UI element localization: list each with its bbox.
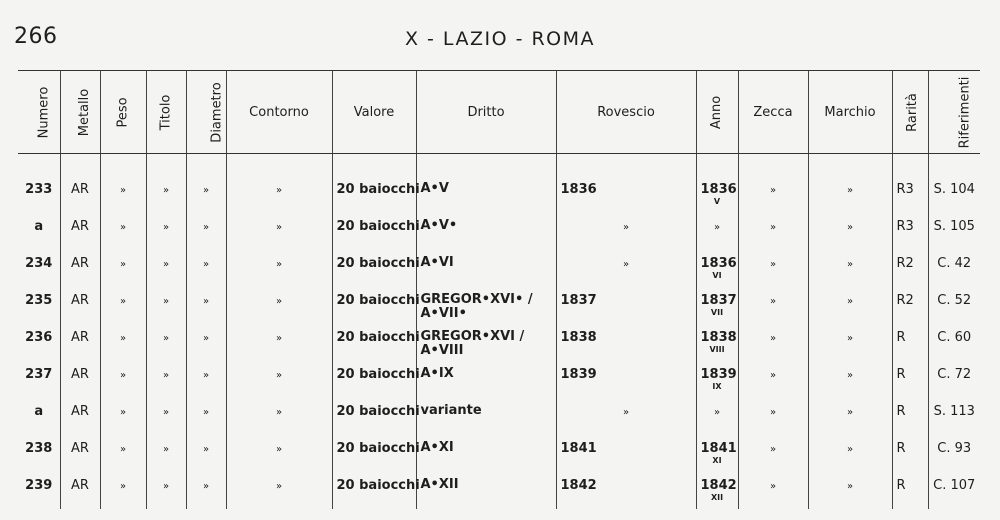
cell-peso	[100, 324, 146, 361]
ditto-mark: »	[119, 184, 127, 196]
column-header-label: Contorno	[249, 104, 309, 120]
ditto-mark: »	[275, 295, 283, 307]
cell-diametro	[186, 435, 226, 472]
ditto-mark: »	[202, 369, 210, 381]
cell-zecca	[738, 398, 808, 435]
ditto-mark: »	[769, 221, 777, 233]
cell-diametro	[186, 324, 226, 361]
ditto-mark: »	[202, 258, 210, 270]
table-row	[18, 361, 980, 398]
ditto-mark: »	[622, 258, 630, 270]
ditto-mark: »	[119, 480, 127, 492]
cell-rarita: R2	[892, 250, 928, 287]
ditto-mark: »	[162, 258, 170, 270]
column-header-label: Valore	[353, 104, 395, 120]
cell-rarita: R	[892, 472, 928, 509]
cell-rarita: R	[892, 398, 928, 435]
ditto-mark: »	[202, 406, 210, 418]
cell-diametro	[186, 213, 226, 250]
cell-marchio	[808, 213, 892, 250]
dritto-line: A•VII•	[420, 305, 467, 321]
column-header-label: Marchio	[824, 104, 876, 120]
ditto-mark: »	[275, 332, 283, 344]
ditto-mark: »	[846, 443, 854, 455]
column-header-label: Titolo	[158, 94, 174, 130]
anno-value: 1836	[700, 181, 737, 197]
cell-zecca	[738, 287, 808, 324]
ditto-mark: »	[119, 443, 127, 455]
anno-value: 1837	[700, 292, 737, 308]
cell-dritto: variante	[416, 398, 556, 435]
table-row	[18, 250, 980, 287]
cell-metallo: AR	[60, 361, 100, 398]
ditto-mark: »	[769, 184, 777, 196]
anno-subscript: VI	[712, 270, 722, 280]
cell-riferimenti: S. 105	[928, 213, 980, 250]
cell-valore: 20 baiocchi	[332, 398, 416, 435]
cell-valore: 20 baiocchi	[332, 324, 416, 361]
cell-contorno	[226, 287, 332, 324]
table-row	[18, 324, 980, 361]
column-header-numero	[18, 71, 60, 154]
column-header-zecca	[738, 71, 808, 154]
cell-valore: 20 baiocchi	[332, 361, 416, 398]
ditto-mark: »	[769, 480, 777, 492]
cell-valore: 20 baiocchi	[332, 287, 416, 324]
cell-dritto: A•IX	[416, 361, 556, 398]
cell-rarita: R2	[892, 287, 928, 324]
column-header-label: Dritto	[467, 104, 505, 120]
cell-zecca	[738, 176, 808, 213]
ditto-mark: »	[202, 295, 210, 307]
cell-riferimenti: C. 107	[928, 472, 980, 509]
cell-titolo	[146, 361, 186, 398]
table-row	[18, 398, 980, 435]
cell-valore: 20 baiocchi	[332, 176, 416, 213]
cell-zecca	[738, 250, 808, 287]
cell-riferimenti: S. 113	[928, 398, 980, 435]
ditto-mark: »	[769, 295, 777, 307]
cell-zecca	[738, 435, 808, 472]
ditto-mark: »	[275, 480, 283, 492]
cell-peso	[100, 176, 146, 213]
ditto-mark: »	[119, 258, 127, 270]
cell-zecca	[738, 361, 808, 398]
coin-catalog-table	[18, 70, 980, 509]
ditto-mark: »	[275, 406, 283, 418]
cell-marchio	[808, 176, 892, 213]
ditto-mark: »	[275, 443, 283, 455]
anno-value: 1836	[700, 255, 737, 271]
cell-contorno	[226, 213, 332, 250]
ditto-mark: »	[162, 369, 170, 381]
cell-riferimenti: C. 93	[928, 435, 980, 472]
ditto-mark: »	[162, 406, 170, 418]
ditto-mark: »	[846, 295, 854, 307]
cell-valore: 20 baiocchi	[332, 472, 416, 509]
cell-zecca	[738, 324, 808, 361]
anno-value: 1841	[700, 440, 737, 456]
cell-metallo: AR	[60, 287, 100, 324]
cell-anno	[696, 361, 738, 398]
table-row	[18, 287, 980, 324]
column-header-riferimenti	[928, 71, 980, 154]
anno-subscript: V	[713, 196, 721, 206]
cell-numero: 237	[25, 366, 53, 382]
cell-marchio	[808, 361, 892, 398]
ditto-mark: »	[275, 258, 283, 270]
column-header-label: Rarità	[904, 92, 920, 132]
cell-anno	[696, 213, 738, 250]
cell-diametro	[186, 250, 226, 287]
ditto-mark: »	[846, 221, 854, 233]
cell-metallo: AR	[60, 435, 100, 472]
column-header-label: Zecca	[753, 104, 793, 120]
ditto-mark: »	[769, 369, 777, 381]
anno-value: 1842	[700, 477, 737, 493]
cell-rovescio: 1837	[556, 287, 696, 324]
header-spacer-row	[18, 154, 980, 176]
ditto-mark: »	[162, 443, 170, 455]
ditto-mark: »	[846, 369, 854, 381]
ditto-mark: »	[119, 369, 127, 381]
cell-marchio	[808, 398, 892, 435]
cell-contorno	[226, 398, 332, 435]
cell-rarita: R	[892, 361, 928, 398]
cell-peso	[100, 361, 146, 398]
ditto-mark: »	[846, 258, 854, 270]
cell-riferimenti: C. 52	[928, 287, 980, 324]
ditto-mark: »	[846, 184, 854, 196]
cell-peso	[100, 435, 146, 472]
cell-contorno	[226, 472, 332, 509]
cell-metallo: AR	[60, 472, 100, 509]
cell-numero: 234	[25, 255, 53, 271]
dritto-line: GREGOR•XVI /	[420, 328, 525, 344]
ditto-mark: »	[846, 480, 854, 492]
cell-valore: 20 baiocchi	[332, 213, 416, 250]
cell-rovescio: 1836	[556, 176, 696, 213]
ditto-mark: »	[162, 480, 170, 492]
cell-rovescio	[556, 213, 696, 250]
column-header-metallo	[60, 71, 100, 154]
table-row	[18, 213, 980, 250]
cell-titolo	[146, 324, 186, 361]
cell-marchio	[808, 472, 892, 509]
column-header-dritto	[416, 71, 556, 154]
ditto-mark: »	[275, 221, 283, 233]
cell-marchio	[808, 435, 892, 472]
cell-metallo: AR	[60, 176, 100, 213]
ditto-mark: »	[769, 332, 777, 344]
column-header-contorno	[226, 71, 332, 154]
cell-peso	[100, 213, 146, 250]
ditto-mark: »	[202, 480, 210, 492]
anno-subscript: IX	[712, 381, 722, 391]
cell-metallo: AR	[60, 213, 100, 250]
cell-contorno	[226, 435, 332, 472]
column-header-label: Peso	[115, 96, 131, 128]
ditto-mark: »	[202, 184, 210, 196]
anno-subscript: XI	[712, 455, 722, 465]
column-header-rovescio	[556, 71, 696, 154]
cell-zecca	[738, 213, 808, 250]
column-header-marchio	[808, 71, 892, 154]
cell-zecca	[738, 472, 808, 509]
column-header-label: Numero	[36, 86, 52, 138]
cell-rarita: R	[892, 324, 928, 361]
column-header-anno	[696, 71, 738, 154]
ditto-mark: »	[769, 406, 777, 418]
table-row	[18, 472, 980, 509]
cell-rarita: R3	[892, 176, 928, 213]
ditto-mark: »	[769, 443, 777, 455]
cell-metallo: AR	[60, 324, 100, 361]
cell-metallo: AR	[60, 398, 100, 435]
cell-numero: 236	[25, 329, 53, 345]
ditto-mark: »	[769, 258, 777, 270]
cell-titolo	[146, 435, 186, 472]
ditto-mark: »	[119, 221, 127, 233]
column-header-label: Anno	[709, 95, 725, 129]
page-title: X - LAZIO - ROMA	[404, 28, 596, 50]
anno-value: 1839	[700, 366, 737, 382]
cell-titolo	[146, 287, 186, 324]
cell-metallo: AR	[60, 250, 100, 287]
ditto-mark: »	[202, 221, 210, 233]
ditto-mark: »	[713, 221, 721, 233]
cell-rovescio	[556, 250, 696, 287]
cell-numero: 233	[25, 181, 53, 197]
cell-dritto: A•V	[416, 176, 556, 213]
ditto-mark: »	[275, 184, 283, 196]
ditto-mark: »	[846, 406, 854, 418]
ditto-mark: »	[119, 406, 127, 418]
cell-rovescio: 1839	[556, 361, 696, 398]
cell-rarita: R	[892, 435, 928, 472]
cell-rovescio: 1838	[556, 324, 696, 361]
cell-rovescio: 1841	[556, 435, 696, 472]
cell-titolo	[146, 250, 186, 287]
cell-titolo	[146, 176, 186, 213]
cell-numero: a	[34, 403, 44, 419]
cell-diametro	[186, 361, 226, 398]
ditto-mark: »	[622, 221, 630, 233]
table-header-row	[18, 71, 980, 154]
column-header-label: Riferimenti	[956, 76, 972, 148]
cell-anno	[696, 324, 738, 361]
column-header-titolo	[146, 71, 186, 154]
cell-dritto	[416, 287, 556, 324]
cell-marchio	[808, 287, 892, 324]
cell-rovescio: 1842	[556, 472, 696, 509]
column-header-peso	[100, 71, 146, 154]
cell-riferimenti: S. 104	[928, 176, 980, 213]
cell-anno	[696, 398, 738, 435]
cell-numero: 235	[25, 292, 53, 308]
ditto-mark: »	[275, 369, 283, 381]
cell-titolo	[146, 398, 186, 435]
column-header-rarit	[892, 71, 928, 154]
cell-valore: 20 baiocchi	[332, 435, 416, 472]
ditto-mark: »	[713, 406, 721, 418]
cell-rarita: R3	[892, 213, 928, 250]
cell-peso	[100, 398, 146, 435]
cell-peso	[100, 287, 146, 324]
cell-diametro	[186, 287, 226, 324]
cell-diametro	[186, 472, 226, 509]
ditto-mark: »	[162, 295, 170, 307]
cell-contorno	[226, 324, 332, 361]
cell-riferimenti: C. 60	[928, 324, 980, 361]
ditto-mark: »	[162, 221, 170, 233]
cell-anno	[696, 176, 738, 213]
cell-rovescio	[556, 398, 696, 435]
cell-peso	[100, 250, 146, 287]
cell-valore: 20 baiocchi	[332, 250, 416, 287]
cell-peso	[100, 472, 146, 509]
ditto-mark: »	[846, 332, 854, 344]
ditto-mark: »	[202, 332, 210, 344]
ditto-mark: »	[622, 406, 630, 418]
ditto-mark: »	[119, 332, 127, 344]
table-row	[18, 435, 980, 472]
ditto-mark: »	[162, 332, 170, 344]
dritto-line: A•VIII	[420, 342, 464, 358]
anno-subscript: VII	[710, 307, 724, 317]
anno-value: 1838	[700, 329, 737, 345]
cell-dritto: A•XII	[416, 472, 556, 509]
column-header-label: Rovescio	[597, 104, 655, 120]
column-header-label: Diametro	[209, 81, 225, 143]
cell-numero: a	[34, 218, 44, 234]
cell-marchio	[808, 250, 892, 287]
cell-diametro	[186, 398, 226, 435]
anno-subscript: XII	[710, 492, 724, 502]
table-row	[18, 176, 980, 213]
anno-subscript: VIII	[709, 344, 725, 354]
column-header-label: Metallo	[76, 88, 92, 136]
cell-anno	[696, 472, 738, 509]
cell-dritto: A•VI	[416, 250, 556, 287]
cell-titolo	[146, 213, 186, 250]
cell-contorno	[226, 250, 332, 287]
cell-contorno	[226, 361, 332, 398]
dritto-line: GREGOR•XVI• /	[420, 291, 533, 307]
column-header-diametro	[186, 71, 226, 154]
cell-numero: 239	[25, 477, 53, 493]
cell-anno	[696, 250, 738, 287]
cell-riferimenti: C. 42	[928, 250, 980, 287]
cell-contorno	[226, 176, 332, 213]
page-number: 266	[14, 24, 58, 49]
cell-dritto: A•V•	[416, 213, 556, 250]
ditto-mark: »	[202, 443, 210, 455]
cell-numero: 238	[25, 440, 53, 456]
cell-dritto: A•XI	[416, 435, 556, 472]
ditto-mark: »	[162, 184, 170, 196]
cell-marchio	[808, 324, 892, 361]
cell-riferimenti: C. 72	[928, 361, 980, 398]
cell-anno	[696, 287, 738, 324]
cell-titolo	[146, 472, 186, 509]
ditto-mark: »	[119, 295, 127, 307]
cell-anno	[696, 435, 738, 472]
cell-dritto	[416, 324, 556, 361]
cell-diametro	[186, 176, 226, 213]
column-header-valore	[332, 71, 416, 154]
